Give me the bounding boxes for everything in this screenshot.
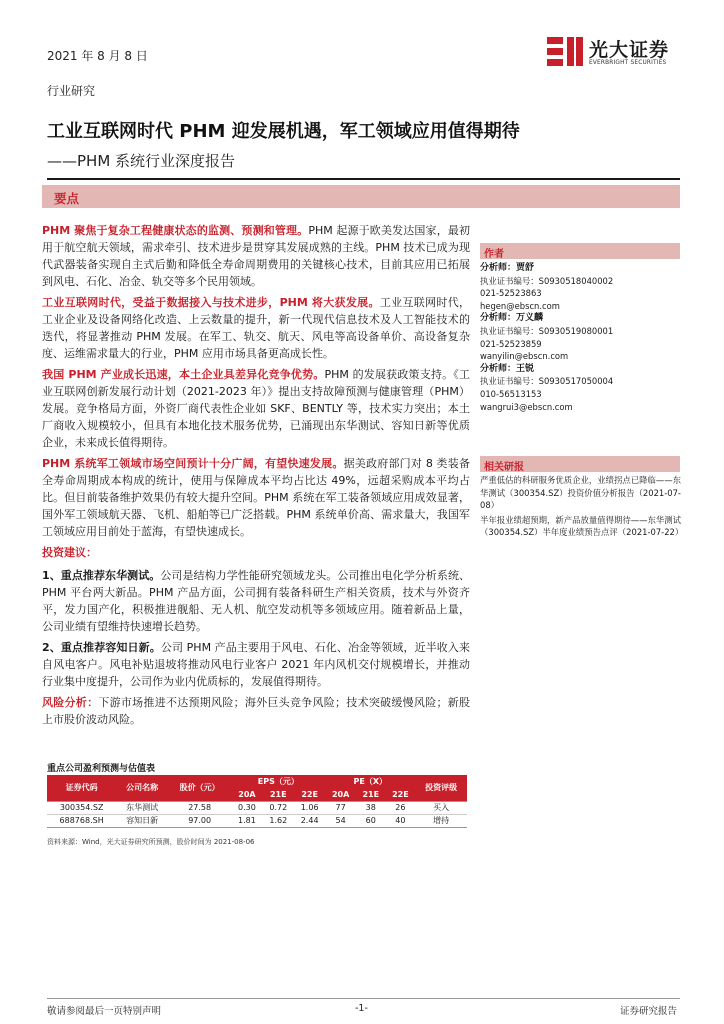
footer-report-label: 证券研究报告 <box>620 1006 678 1017</box>
cell-code: 300354.SZ <box>47 801 116 814</box>
paragraph-lead: PHM 系统军工领域市场空间预计十分广阔，有望快速发展。 <box>42 457 344 470</box>
cell-eps: 1.06 <box>294 801 325 814</box>
investment-item <box>42 639 470 690</box>
summary-paragraph <box>42 222 470 290</box>
report-title: 工业互联网时代 PHM 迎发展机遇，军工领域应用值得期待 <box>47 121 520 142</box>
summary-paragraph <box>42 366 470 451</box>
col-rating: 投资评级 <box>415 775 467 801</box>
authors-heading-bar <box>480 243 680 259</box>
authors-heading: 作者 <box>484 249 504 260</box>
analyst-cert: 执业证书编号：S0930517050004 <box>480 376 614 387</box>
cell-pe: 38 <box>356 801 386 814</box>
related-reports <box>480 474 685 539</box>
investment-heading: 投资建议： <box>42 546 97 559</box>
investment-lead: 2、重点推荐容知日新。 <box>42 641 161 654</box>
col-year: 22E <box>294 788 325 801</box>
cell-name: 东华测试 <box>116 801 168 814</box>
title-divider <box>47 178 680 180</box>
paragraph-body: PHM 起源于欧美发达国家，最初用于航空航天领域，需求牵引、技术进步是贯穿其发展成熟的主线。PHM 技术已成为现代武器装备实现自主式后勤和降低全寿命周期费用的关键核心技术，目前其应用已拓展到风电、石化、冶金、轨交等多个民用领域。 <box>42 224 470 288</box>
col-year: 20A <box>325 788 356 801</box>
analyst-name: 分析师：王锐 <box>480 363 535 374</box>
footer-divider <box>47 998 680 999</box>
col-price: 股价（元） <box>168 775 231 801</box>
cell-eps: 1.62 <box>263 814 294 827</box>
cell-pe: 40 <box>386 814 416 827</box>
table-source-note: 资料来源：Wind，光大证券研究所预测，股价时间为 2021-08-06 <box>47 838 255 846</box>
cell-pe: 60 <box>356 814 386 827</box>
table-header-row <box>47 775 467 788</box>
col-eps: EPS（元） <box>231 775 325 788</box>
analyst-email: wangrui3@ebscn.com <box>480 401 573 412</box>
paragraph-body: 工业互联网时代，工业企业及设备网络化改造、上云数量的提升，新一代现代信息技术及人工智能技术的迭代，将显著推动 PHM 发展。在军工、轨交、航天、风电等高设备单价、高设备复杂度、运维需求量大的行业，PHM 应用市场具备更高成长性。 <box>42 296 471 360</box>
col-year: 21E <box>356 788 386 801</box>
page-number: -1- <box>355 1003 368 1014</box>
everbright-logo-icon <box>545 33 585 73</box>
related-heading-bar <box>480 456 680 472</box>
cell-eps: 2.44 <box>294 814 325 827</box>
investment-body: 公司 PHM 产品主要用于风电、石化、冶金等领域，近半收入来自风电客户。风电补贴退坡将推动风电行业客户 2021 年内风机交付规模增长，并推动行业集中度提升，公司作为业内优质标的，发展值得期待。 <box>42 641 471 688</box>
col-year: 22E <box>386 788 416 801</box>
risk-analysis <box>42 694 470 728</box>
col-pe: PE（X） <box>325 775 415 788</box>
related-report-item[interactable]: 严重低估的科研服务优质企业，业绩拐点已降临——东华测试（300354.SZ）投资价值分析报告（2021-07-08） <box>480 475 681 511</box>
summary-heading: 要点 <box>54 191 80 206</box>
analyst-email: hegen@ebscn.com <box>480 300 560 311</box>
logo-name-cn: 光大证券 <box>589 39 670 61</box>
analyst-phone: 021-52523863 <box>480 288 542 299</box>
brand-logo <box>545 33 685 73</box>
cell-pe: 54 <box>325 814 356 827</box>
analyst-phone: 021-52523859 <box>480 338 542 349</box>
analyst-email: wanyilin@ebscn.com <box>480 351 569 362</box>
paragraph-body: PHM 的发展获政策支持。《工业互联网创新发展行动计划（2021-2023 年）》提出支持故障预测与健康管理（PHM）发展。竞争格局方面，外资厂商代表性企业如 SKF、BENTLY 等，技术实力突出；本土厂商收入规模较小，但具有本地化技术服务优势，已涌现出东华测试、容知日新等优质企业，未来成长值得期待。 <box>42 368 470 449</box>
analyst-name: 分析师：贾舒 <box>480 263 535 273</box>
paragraph-lead: PHM 聚焦于复杂工程健康状态的监测、预测和管理。 <box>42 224 309 237</box>
cell-eps: 0.30 <box>231 801 262 814</box>
analyst-cert: 执业证书编号：S0930518040002 <box>480 275 614 286</box>
main-column <box>42 222 470 732</box>
cell-code: 688768.SH <box>47 814 116 827</box>
related-report-item[interactable]: 半年报业绩超预期，新产品放量值得期待——东华测试（300354.SZ）半年度业绩预告点评（2021-07-22） <box>480 514 684 538</box>
investment-item <box>42 567 470 635</box>
authors-list <box>480 262 685 413</box>
cell-pe: 77 <box>325 801 356 814</box>
col-year: 20A <box>231 788 262 801</box>
summary-heading-bar <box>42 185 680 208</box>
paragraph-body: 据美政府部门对 8 类装备全寿命周期成本构成的统计，使用与保障成本平均占比达 49%，远超采购成本平均占比。但目前装备维护效果仍有较大提升空间。PHM 系统在军工装备领域应用成效显著，国外军工领域航天器、飞机、船舶等已广泛搭载。PHM 系统单价高、需求量大，我国军工领域应用目前处于蓝海，有望快速成长。 <box>42 457 470 538</box>
col-name: 公司名称 <box>116 775 168 801</box>
logo-name-en: EVERBRIGHT SECURITIES <box>589 60 667 66</box>
report-type: 行业研究 <box>47 84 96 98</box>
analyst-cert: 执业证书编号：S0930519080001 <box>480 325 614 336</box>
paragraph-lead: 我国 PHM 产业成长迅速，本土企业具差异化竞争优势。 <box>42 368 325 381</box>
paragraph-lead: 工业互联网时代，受益于数据接入与技术进步，PHM 将大获发展。 <box>42 296 380 309</box>
cell-name: 容知日新 <box>116 814 168 827</box>
summary-paragraph <box>42 455 470 540</box>
risk-body: 下游市场推进不达预期风险；海外巨头竞争风险；技术突破缓慢风险；新股上市股价波动风险。 <box>42 696 471 726</box>
cell-price: 27.58 <box>168 801 231 814</box>
col-year: 21E <box>263 788 294 801</box>
related-heading: 相关研报 <box>484 462 524 473</box>
footer-disclaimer: 敬请参阅最后一页特别声明 <box>47 1006 162 1017</box>
summary-paragraph <box>42 294 470 362</box>
analyst-phone: 010-56513153 <box>480 388 542 399</box>
risk-lead: 风险分析： <box>42 696 99 709</box>
report-subtitle: ——PHM 系统行业深度报告 <box>47 152 236 170</box>
cell-eps: 0.72 <box>263 801 294 814</box>
table-title: 重点公司盈利预测与估值表 <box>47 764 156 774</box>
analyst-name: 分析师：万义麟 <box>480 313 544 324</box>
col-code: 证券代码 <box>47 775 116 801</box>
cell-eps: 1.81 <box>231 814 262 827</box>
cell-price: 97.00 <box>168 814 231 827</box>
cell-pe: 26 <box>386 801 416 814</box>
table-row <box>47 801 467 814</box>
investment-lead: 1、重点推荐东华测试。 <box>42 569 161 582</box>
report-date: 2021 年 8 月 8 日 <box>47 49 148 63</box>
cell-rating: 买入 <box>415 801 467 814</box>
cell-rating: 增持 <box>415 814 467 827</box>
table-row <box>47 814 467 827</box>
investment-body: 公司是结构力学性能研究领域龙头。公司推出电化学分析系统、PHM 平台两大新品。PHM 产品方面，公司拥有装备科研生产相关资质，技术与外资齐平，发力国产化，积极推进舰船、无人机、航空发动机等多领域应用。随着新品上量，公司业绩有望维持快速增长趋势。 <box>42 569 471 633</box>
forecast-table <box>47 775 467 828</box>
